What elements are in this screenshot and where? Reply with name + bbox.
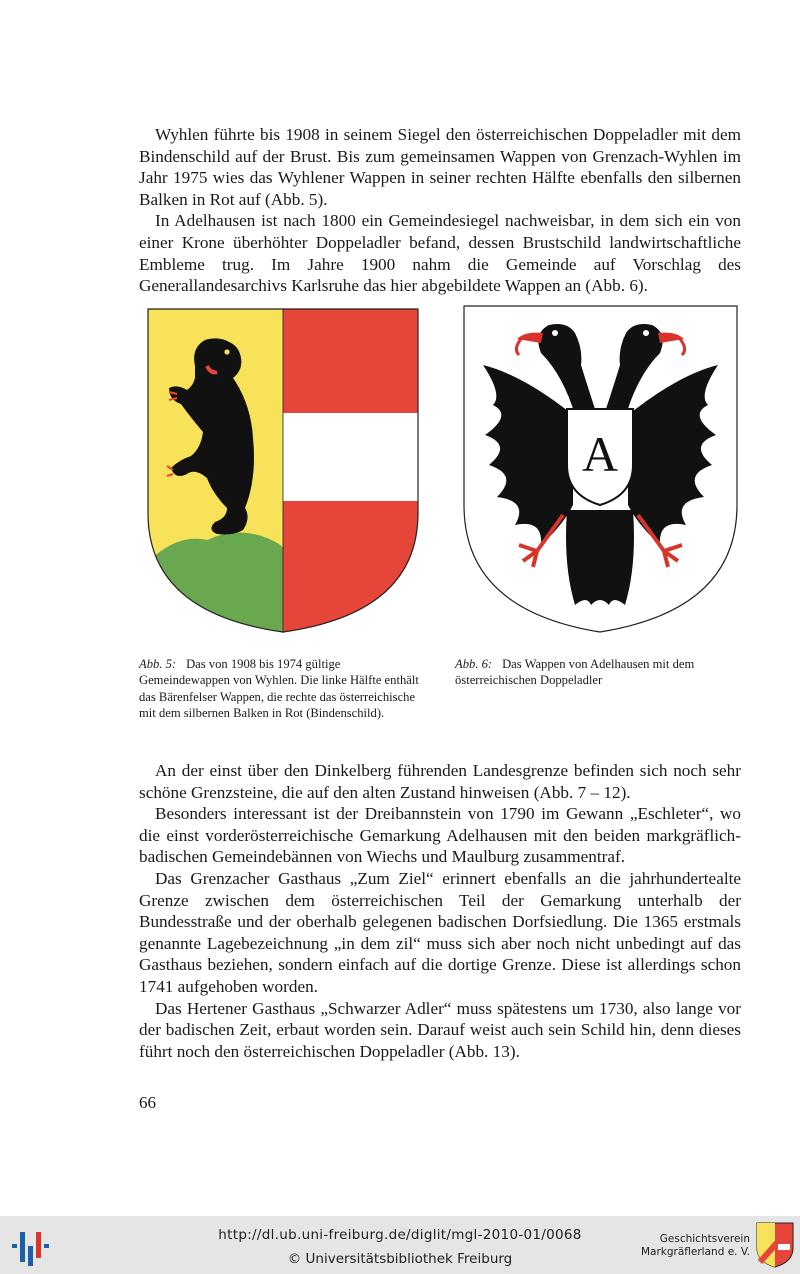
society-line-1: Geschichtsverein	[659, 1233, 750, 1245]
source-url[interactable]: http://dl.ub.uni-freiburg.de/diglit/mgl-2010-01/0068	[218, 1227, 582, 1243]
society-shield-icon	[756, 1222, 794, 1268]
society-name	[641, 1233, 750, 1259]
copyright-notice: © Universitätsbibliothek Freiburg	[287, 1251, 513, 1267]
paragraph: In Adelhausen ist nach 1800 ein Gemeindesiegel nachweisbar, in dem sich ein von einer Krone überhöhter Doppeladler befand, dessen Brustschild landwirtschaftliche Embleme trug. Im Jahre 1900 nahm die Gemeinde auf Vorschlag des Generallandesarchivs Karlsruhe das hier abgebildete Wappen an (Abb. 6).	[139, 211, 741, 296]
caption-text: Das Wappen von Adelhausen mit dem österreichischen Doppeladler	[455, 657, 695, 688]
paragraph: Besonders interessant ist der Dreibannstein von 1790 im Gewann „Eschleter“, wo die einst vorderösterreichische Gemarkung Adelhausen mit den beiden markgräflich-badischen Gemeindebännen von Wiechs und Maulburg zusammentraf.	[139, 804, 741, 867]
text-block-top	[139, 124, 741, 297]
paragraph: Das Grenzacher Gasthaus „Zum Ziel“ erinnert ebenfalls an die jahrhundertealte Grenze zwischen dem österreichischen Teil der Gemarkung unterhalb der Bundesstraße und der oberhalb gelegenen badischen Dorfsiedlung. Die 1365 erstmals genannte Lagebezeichnung „in dem zil“ muss sich aber noch nicht unbedingt auf das Gasthaus beziehen, sondern einfach auf die dortige Grenze. Diese ist allerdings schon 1741 aufgehoben worden.	[139, 868, 741, 996]
caption-text: Das von 1908 bis 1974 gültige Gemeindewappen von Wyhlen. Die linke Hälfte enthält das Bärenfelser Wappen, die rechte das österreichische mit dem silbernen Balken in Rot (Bindenschild).	[139, 657, 419, 721]
figure-6-caption	[455, 656, 745, 689]
breast-shield-letter: A	[581, 426, 619, 482]
figure-label: Abb. 6:	[455, 657, 493, 671]
figure-label: Abb. 5:	[139, 657, 177, 671]
society-line-2: Markgräflerland e. V.	[640, 1246, 750, 1258]
figure-5-caption	[139, 656, 424, 722]
adelhausen-coat-of-arms	[463, 305, 738, 633]
wyhlen-coat-of-arms	[147, 308, 419, 633]
paragraph: An der einst über den Dinkelberg führenden Landesgrenze befinden sich noch sehr schöne Grenzsteine, die auf den alten Zustand hinweisen (Abb. 7 – 12).	[139, 761, 741, 802]
paragraph: Das Hertener Gasthaus „Schwarzer Adler“ muss spätestens um 1730, also lange vor der badischen Zeit, erbaut worden sein. Darauf weist auch sein Schild hin, denn dieses führt noch den österreichischen Doppeladler (Abb. 13).	[139, 998, 741, 1061]
paragraph: Wyhlen führte bis 1908 in seinem Siegel den österreichischen Doppeladler mit dem Bindenschild auf der Brust. Bis zum gemeinsamen Wappen von Grenzach-Wyhlen im Jahr 1975 wies das Wyhlener Wappen in seiner rechten Hälfte ebenfalls den silbernen Balken in Rot auf (Abb. 5).	[139, 125, 741, 209]
text-block-bottom	[139, 760, 741, 1062]
page-number: 66	[139, 1093, 156, 1112]
viewer-footer	[0, 1216, 800, 1274]
